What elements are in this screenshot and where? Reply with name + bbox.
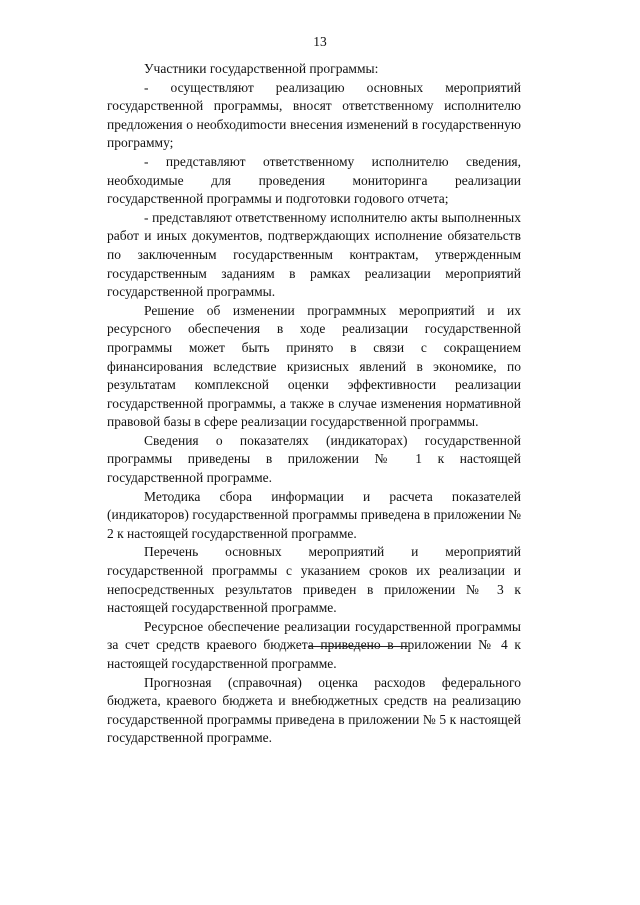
closing-separator-line	[308, 646, 408, 647]
document-body	[107, 60, 521, 748]
paragraph-indicators-info: Сведения о показателях (индикаторах) государственной программы приведены в приложении № 1 к настоящей государственной программе.	[107, 432, 521, 486]
paragraph-participants-heading: Участники государственной программы:	[144, 61, 379, 76]
paragraph-program-changes: Решение об изменении программных мероприятий и их ресурсного обеспечения в ходе реализации государственной программы может быть принято в связи с сокращением финансирования вследствие кризисных явлений в экономике, по результатам комплексной оценки эффективности реализации государственной программы, а также в случае изменения нормативной правовой базы в сфере реализации государственной программы.	[107, 302, 521, 430]
paragraph-activities-list: Перечень основных мероприятий и мероприятий государственной программы с указанием сроков их реализации и непосредственных результатов приведен в приложении № 3 к настоящей государственной программе.	[107, 544, 521, 616]
paragraph-participants-item-2: - представляют ответственному исполнителю сведения, необходимые для проведения мониторинга реализации государственной программы и подготовки годового отчета;	[107, 153, 521, 207]
paragraph-participants-item-1: - осуществляют реализацию основных мероприятий государственной программы, вносят ответственному исполнителю предложения о необходиmости внесения изменений в государственную программу;	[107, 79, 521, 151]
paragraph-methodology: Методика сбора информации и расчета показателей (индикаторов) государственной программы приведена в приложении № 2 к настоящей государственной программе.	[107, 488, 521, 541]
page-number: 13	[313, 34, 327, 49]
paragraph-participants-item-3: - представляют ответственному исполнителю акты выполненных работ и иных документов, подтверждающих исполнение обязательств по заключенным государственным контрактам, утвержденным государственным заданиям в рамках реализации мероприятий государственной программы.	[107, 209, 521, 300]
paragraph-forecast-estimate: Прогнозная (справочная) оценка расходов федерального бюджета, краевого бюджета и внебюджетных средств на реализацию государственной программы приведена в приложении № 5 к настоящей государственной программе.	[107, 674, 521, 746]
paragraph-resource-support: Ресурсное обеспечение реализации государственной программы за счет средств краевого бюджета приведено в приложении № 4 к настоящей государственной программе.	[107, 618, 521, 671]
